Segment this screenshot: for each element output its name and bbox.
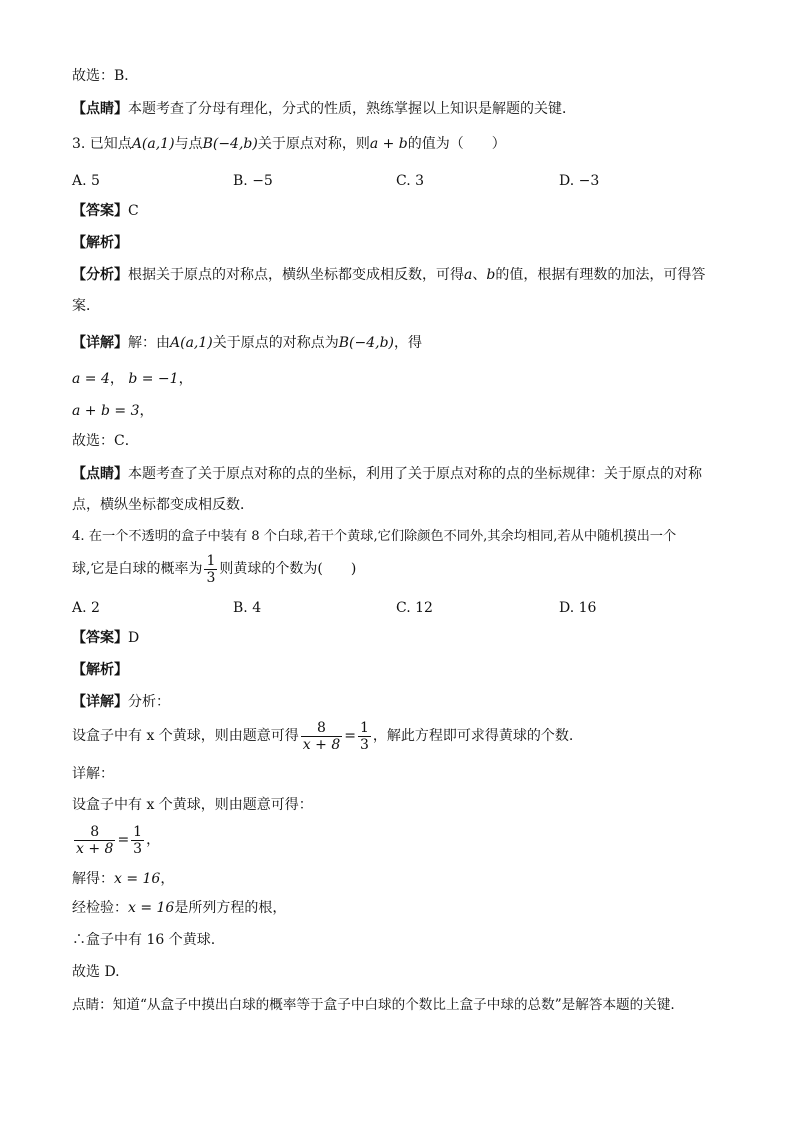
detail-point-a: A(a,1)	[170, 335, 213, 351]
solution-line-3	[72, 870, 174, 888]
solution-line-6	[72, 963, 120, 981]
fraction-numerator: 1	[133, 823, 143, 840]
analysis-tag: 【解析】	[72, 662, 128, 678]
q4-option-c: C. 12	[396, 600, 433, 616]
equation-lhs-fraction	[301, 720, 342, 753]
analysis-sub-tag: 【分析】	[72, 267, 128, 283]
solution-line-4	[72, 899, 286, 917]
equation-b: b = −1	[128, 371, 179, 387]
q4-option-a: A. 2	[72, 600, 100, 616]
comment-text-1: 本题考查了关于原点对称的点的坐标，利用了关于原点对称的点的坐标规律：关于原点的对称	[128, 466, 702, 482]
fraction-denominator: 3	[206, 569, 216, 586]
solution-value: x = 16	[114, 871, 161, 887]
conclusion-text: ∴盒子中有 16 个黄球.	[72, 932, 216, 948]
solution-heading-text: 详解：	[72, 766, 114, 782]
var-b: b	[486, 267, 496, 283]
q3-text-4: 的值为（ ）	[407, 136, 506, 152]
answer-choice-line	[72, 67, 138, 85]
check-label: 经检验：	[72, 900, 128, 916]
equation-lhs-fraction	[74, 824, 115, 857]
comma: ，	[178, 371, 193, 387]
var-a: a	[464, 267, 473, 283]
answer-line-4	[72, 629, 139, 647]
detail-line-4	[72, 693, 170, 711]
choice-text: 故选：B．	[72, 68, 139, 84]
fraction-denominator: 3	[133, 840, 143, 857]
detail-point-b: B(−4,b)	[338, 335, 395, 351]
q4-text-3: 则黄球的个数为( )	[219, 561, 357, 577]
comment-text-2: 点，横纵坐标都变成相反数．	[72, 497, 254, 513]
q3-text-3: 关于原点对称，则	[257, 136, 370, 152]
answer-line-3	[72, 202, 139, 220]
equation-line-2	[72, 402, 153, 420]
q3-point-b: B(−4,b)	[202, 136, 258, 152]
solution-line-1	[72, 716, 573, 756]
comma: ，	[109, 371, 124, 387]
comment-line	[72, 100, 576, 118]
q3-point-a: A(a,1)	[131, 136, 175, 152]
q3-text-1: 3. 已知点	[72, 136, 132, 152]
q3-option-d: D. −3	[559, 173, 600, 189]
comma: ，	[160, 871, 175, 887]
q4-option-d: D. 16	[559, 600, 597, 616]
answer-value: D	[128, 630, 140, 646]
analysis-sep: 、	[472, 267, 487, 283]
detail-text-1: 解：由	[128, 335, 170, 351]
comma: ，	[139, 403, 154, 419]
analysis-line-1	[72, 266, 705, 284]
comment-text: 本题考查了分母有理化，分式的性质，熟练掌握以上知识是解题的关键．	[128, 101, 576, 117]
detail-tag: 【详解】	[72, 694, 128, 710]
equals-sign: =	[117, 832, 130, 848]
choice-text: 故选 D.	[72, 964, 120, 980]
q4-text-2: 球,它是白球的概率为	[72, 561, 203, 577]
fraction-denominator: x + 8	[76, 840, 114, 857]
answer-tag: 【答案】	[72, 630, 128, 646]
answer-value: C	[128, 203, 139, 219]
detail-text-2: 关于原点的对称点为	[212, 335, 339, 351]
q3-option-a: A. 5	[72, 173, 100, 189]
solution-line-2	[72, 796, 313, 814]
check-text: 是所列方程的根，	[174, 900, 287, 916]
question-4-stem-line-2	[72, 551, 356, 587]
detail-line-3	[72, 334, 422, 352]
solution-text-1: 设盒子中有 x 个黄球，则由题意可得	[72, 728, 299, 744]
analysis-text-1: 根据关于原点的对称点，横纵坐标都变成相反数，可得	[128, 267, 464, 283]
fraction-numerator: 8	[90, 823, 100, 840]
fraction-denominator: 3	[359, 736, 369, 753]
fraction-numerator: 1	[359, 719, 369, 736]
q4-text-1: 4. 在一个不透明的盒子中装有 8 个白球,若干个黄球,它们除颜色不同外,其余均相同,若从中随机摸出一个	[72, 529, 677, 544]
q4-option-b: B. 4	[233, 600, 262, 616]
analysis-text-2: 的值，根据有理数的加法，可得答	[495, 267, 706, 283]
analysis-heading-3	[72, 234, 128, 252]
solved-label: 解得：	[72, 871, 114, 887]
question-4-stem-line-1	[72, 528, 676, 546]
equation-sum: a + b = 3	[72, 403, 140, 419]
equation-rhs-fraction	[131, 824, 144, 857]
analysis-heading-4	[72, 661, 128, 679]
equation-line-1	[72, 370, 193, 388]
detail-text-3: ，得	[394, 335, 423, 351]
comment-text: 点睛：知道“从盒子中摸出白球的概率等于盒子中白球的个数比上盒子中球的总数”是解答本题的关键.	[72, 997, 675, 1013]
comma: ，	[146, 832, 161, 848]
equation-rhs-fraction	[358, 720, 371, 753]
question-3-stem	[72, 135, 506, 153]
solution-text-2: ，解此方程即可求得黄球的个数.	[372, 728, 574, 744]
fraction-denominator: x + 8	[302, 736, 341, 753]
comment-line-3a	[72, 465, 702, 483]
analysis-text-3: 案．	[72, 298, 100, 314]
check-value: x = 16	[128, 900, 175, 916]
detail-tag: 【详解】	[72, 335, 128, 351]
choice-text: 故选：C．	[72, 433, 139, 449]
q3-expression: a + b	[369, 136, 408, 152]
solution-line-5	[72, 931, 215, 949]
comment-line-4	[72, 996, 675, 1014]
q3-option-c: C. 3	[396, 173, 425, 189]
comment-line-3b	[72, 496, 254, 514]
equals-sign: =	[344, 728, 356, 744]
comment-tag: 【点睛】	[72, 466, 128, 482]
choice-line-3	[72, 432, 139, 450]
solution-heading	[72, 765, 114, 783]
solution-text-3: 设盒子中有 x 个黄球，则由题意可得：	[72, 797, 313, 813]
equation-a: a = 4	[72, 371, 110, 387]
solution-equation	[72, 820, 160, 860]
analysis-tag: 【解析】	[72, 235, 128, 251]
fraction-numerator: 8	[317, 719, 326, 736]
comment-tag: 【点睛】	[72, 101, 128, 117]
answer-tag: 【答案】	[72, 203, 128, 219]
analysis-line-2	[72, 297, 100, 315]
q3-option-b: B. −5	[233, 173, 273, 189]
q3-text-2: 与点	[174, 136, 203, 152]
detail-text: 分析：	[128, 694, 170, 710]
probability-fraction	[204, 553, 217, 586]
fraction-numerator: 1	[206, 552, 216, 569]
